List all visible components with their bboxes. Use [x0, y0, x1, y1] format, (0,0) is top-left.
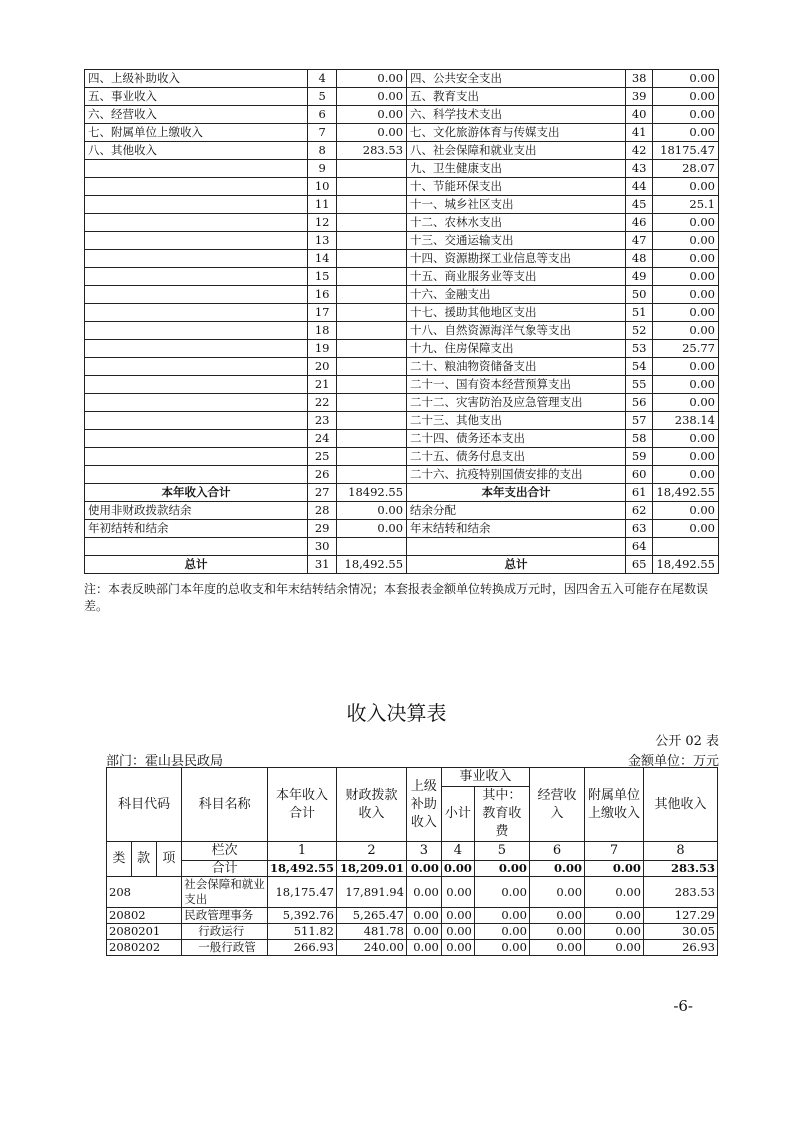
- expense-line-no: 65: [625, 556, 653, 574]
- table-row: [85, 142, 719, 160]
- expense-line-no: 48: [625, 250, 653, 268]
- expense-line-no: 41: [625, 124, 653, 142]
- table-row: [107, 940, 718, 956]
- expense-value: 0.00: [653, 376, 719, 394]
- income-label: 四、上级补助收入: [85, 70, 308, 88]
- header-total: 本年收入合计: [267, 768, 336, 842]
- income-line-no: 23: [307, 412, 336, 430]
- expense-value: 0.00: [653, 502, 719, 520]
- header-xiang: 项: [156, 842, 182, 877]
- income-value: [337, 214, 407, 232]
- table-row: [85, 358, 719, 376]
- income-label: [85, 412, 308, 430]
- column-no: 4: [441, 842, 474, 861]
- income-label: [85, 232, 308, 250]
- income-value: 18,492.55: [337, 556, 407, 574]
- income-line-no: 22: [307, 394, 336, 412]
- income-line-no: 17: [307, 304, 336, 322]
- column-no: 3: [406, 842, 441, 861]
- expense-value: 0.00: [653, 466, 719, 484]
- column-no: 6: [529, 842, 584, 861]
- department-label: 部门：霍山县民政局: [106, 754, 224, 769]
- expense-line-no: 54: [625, 358, 653, 376]
- form-number: 公开 02 表: [655, 734, 719, 749]
- income-label: [85, 538, 308, 556]
- table-row: [85, 232, 719, 250]
- expense-line-no: 52: [625, 322, 653, 340]
- income-label: [85, 466, 308, 484]
- income-label: 五、事业收入: [85, 88, 308, 106]
- expense-label: 二十四、债务还本支出: [407, 430, 626, 448]
- expense-label: 结余分配: [407, 502, 626, 520]
- income-table: [106, 767, 718, 956]
- income-line-no: 18: [307, 322, 336, 340]
- expense-label: 二十二、灾害防治及应急管理支出: [407, 394, 626, 412]
- expense-line-no: 59: [625, 448, 653, 466]
- expense-label: 二十一、国有资本经营预算支出: [407, 376, 626, 394]
- expense-value: 25.77: [653, 340, 719, 358]
- header-kuan: 款: [131, 842, 156, 877]
- header-code: 科目代码: [107, 768, 182, 842]
- header-row: [107, 768, 718, 787]
- subject-name: 行政运行: [182, 924, 268, 940]
- table-row: [85, 160, 719, 178]
- amount-cell: 30.05: [643, 924, 717, 940]
- income-value: [337, 196, 407, 214]
- expense-line-no: 38: [625, 70, 653, 88]
- income-line-no: 30: [307, 538, 336, 556]
- expense-label: 十三、交通运输支出: [407, 232, 626, 250]
- column-no: 7: [585, 842, 644, 861]
- expense-line-no: 51: [625, 304, 653, 322]
- income-line-no: 16: [307, 286, 336, 304]
- income-label: [85, 376, 308, 394]
- amount-cell: 240.00: [336, 940, 406, 956]
- expense-value: 18,492.55: [653, 556, 719, 574]
- column-no: 2: [336, 842, 406, 861]
- subject-code: 20802: [107, 908, 182, 924]
- income-label: 七、附属单位上缴收入: [85, 124, 308, 142]
- expense-line-no: 56: [625, 394, 653, 412]
- income-label: [85, 214, 308, 232]
- income-line-no: 15: [307, 268, 336, 286]
- amount-cell: 283.53: [643, 877, 717, 908]
- amount-cell: 127.29: [643, 908, 717, 924]
- table-note: 注：本表反映部门本年度的总收支和年末结转结余情况；本套报表金额单位转换成万元时，因四舍五入可能存在尾数误差。: [84, 582, 709, 613]
- expense-label: [407, 538, 626, 556]
- subject-code: 208: [107, 877, 182, 908]
- income-line-no: 6: [307, 106, 336, 124]
- balance-table: [84, 69, 719, 574]
- header-lei: 类: [107, 842, 132, 877]
- expense-label: 十八、自然资源海洋气象等支出: [407, 322, 626, 340]
- table-row: [85, 394, 719, 412]
- expense-line-no: 61: [625, 484, 653, 502]
- sum-value: 18,492.55: [267, 861, 336, 877]
- column-number-row: [107, 842, 718, 861]
- header-upper: 上级补助收入: [406, 768, 441, 842]
- expense-value: 18,492.55: [653, 484, 719, 502]
- header-edu: 其中：教育收费: [474, 787, 529, 842]
- expense-line-no: 45: [625, 196, 653, 214]
- subject-name: 民政管理事务: [182, 908, 268, 924]
- expense-value: 18175.47: [653, 142, 719, 160]
- amount-cell: 511.82: [267, 924, 336, 940]
- income-label: [85, 394, 308, 412]
- amount-cell: 0.00: [529, 940, 584, 956]
- income-label: [85, 196, 308, 214]
- expense-label: 总计: [407, 556, 626, 574]
- amount-cell: 0.00: [474, 877, 529, 908]
- income-label: [85, 340, 308, 358]
- expense-value: [653, 538, 719, 556]
- subject-name: 一般行政管: [182, 940, 268, 956]
- income-line-no: 28: [307, 502, 336, 520]
- expense-label: 十六、金融支出: [407, 286, 626, 304]
- income-line-no: 13: [307, 232, 336, 250]
- income-value: 0.00: [337, 106, 407, 124]
- table-row: [85, 412, 719, 430]
- income-value: [337, 412, 407, 430]
- page-number: -6-: [673, 997, 693, 1015]
- table-row: [85, 340, 719, 358]
- amount-cell: 0.00: [406, 877, 441, 908]
- amount-cell: 26.93: [643, 940, 717, 956]
- column-no-label: 栏次: [182, 842, 268, 861]
- amount-cell: 0.00: [474, 924, 529, 940]
- income-value: [337, 178, 407, 196]
- header-subtotal: 小计: [441, 787, 474, 842]
- income-label: [85, 178, 308, 196]
- table-row: [85, 286, 719, 304]
- header-other: 其他收入: [643, 768, 717, 842]
- table-row: [85, 520, 719, 538]
- income-line-no: 10: [307, 178, 336, 196]
- expense-value: 0.00: [653, 124, 719, 142]
- amount-cell: 266.93: [267, 940, 336, 956]
- expense-value: 0.00: [653, 322, 719, 340]
- amount-cell: 0.00: [406, 908, 441, 924]
- income-line-no: 20: [307, 358, 336, 376]
- expense-label: 十一、城乡社区支出: [407, 196, 626, 214]
- expense-label: 十四、资源勘探工业信息等支出: [407, 250, 626, 268]
- table-row: [85, 268, 719, 286]
- expense-line-no: 57: [625, 412, 653, 430]
- table-row: [85, 250, 719, 268]
- expense-line-no: 53: [625, 340, 653, 358]
- table-row: [85, 124, 719, 142]
- income-line-no: 25: [307, 448, 336, 466]
- table-row: [85, 178, 719, 196]
- income-value: [337, 340, 407, 358]
- amount-cell: 5,265.47: [336, 908, 406, 924]
- income-label: 六、经营收入: [85, 106, 308, 124]
- income-line-no: 11: [307, 196, 336, 214]
- income-line-no: 27: [307, 484, 336, 502]
- income-value: [337, 394, 407, 412]
- header-operating: 经营收入: [529, 768, 584, 842]
- income-line-no: 7: [307, 124, 336, 142]
- income-line-no: 8: [307, 142, 336, 160]
- page-title: 收入决算表: [346, 701, 447, 725]
- expense-label: 十七、援助其他地区支出: [407, 304, 626, 322]
- income-line-no: 14: [307, 250, 336, 268]
- income-label: 年初结转和结余: [85, 520, 308, 538]
- table-row: [85, 322, 719, 340]
- expense-line-no: 63: [625, 520, 653, 538]
- income-value: [337, 466, 407, 484]
- amount-cell: 0.00: [529, 877, 584, 908]
- income-value: [337, 232, 407, 250]
- total-row: [85, 484, 719, 502]
- income-label: [85, 268, 308, 286]
- expense-value: 0.00: [653, 430, 719, 448]
- income-value: [337, 268, 407, 286]
- expense-label: 七、文化旅游体育与传媒支出: [407, 124, 626, 142]
- expense-line-no: 40: [625, 106, 653, 124]
- income-line-no: 9: [307, 160, 336, 178]
- income-line-no: 21: [307, 376, 336, 394]
- sum-value: 0.00: [474, 861, 529, 877]
- income-label: [85, 160, 308, 178]
- column-no: 1: [267, 842, 336, 861]
- expense-line-no: 58: [625, 430, 653, 448]
- expense-value: 0.00: [653, 88, 719, 106]
- amount-cell: 0.00: [474, 940, 529, 956]
- expense-line-no: 42: [625, 142, 653, 160]
- amount-cell: 0.00: [585, 877, 644, 908]
- expense-value: 25.1: [653, 196, 719, 214]
- table-row: [85, 196, 719, 214]
- header-name: 科目名称: [182, 768, 268, 842]
- table-row: [85, 376, 719, 394]
- expense-label: 十二、农林水支出: [407, 214, 626, 232]
- subject-code: 2080202: [107, 940, 182, 956]
- income-value: [337, 358, 407, 376]
- table-row: [85, 304, 719, 322]
- expense-line-no: 47: [625, 232, 653, 250]
- amount-cell: 0.00: [441, 924, 474, 940]
- expense-label: 年末结转和结余: [407, 520, 626, 538]
- table-row: [85, 106, 719, 124]
- expense-label: 五、教育支出: [407, 88, 626, 106]
- income-label: [85, 250, 308, 268]
- sum-value: 0.00: [529, 861, 584, 877]
- income-value: [337, 448, 407, 466]
- expense-label: 八、社会保障和就业支出: [407, 142, 626, 160]
- amount-cell: 0.00: [585, 908, 644, 924]
- expense-line-no: 55: [625, 376, 653, 394]
- column-no: 5: [474, 842, 529, 861]
- income-value: [337, 376, 407, 394]
- expense-value: 0.00: [653, 106, 719, 124]
- amount-cell: 0.00: [474, 908, 529, 924]
- income-value: 283.53: [337, 142, 407, 160]
- expense-label: 十、节能环保支出: [407, 178, 626, 196]
- expense-label: 二十六、抗疫特别国债安排的支出: [407, 466, 626, 484]
- income-label: 使用非财政拨款结余: [85, 502, 308, 520]
- income-value: [337, 250, 407, 268]
- income-line-no: 26: [307, 466, 336, 484]
- income-value: 18492.55: [337, 484, 407, 502]
- income-label: [85, 286, 308, 304]
- income-label: 本年收入合计: [85, 484, 308, 502]
- amount-cell: 0.00: [585, 940, 644, 956]
- income-value: 0.00: [337, 70, 407, 88]
- sum-value: 0.00: [441, 861, 474, 877]
- sum-value: 18,209.01: [336, 861, 406, 877]
- table-row: [107, 877, 718, 908]
- amount-cell: 0.00: [441, 940, 474, 956]
- expense-line-no: 50: [625, 286, 653, 304]
- income-line-no: 29: [307, 520, 336, 538]
- amount-cell: 0.00: [441, 877, 474, 908]
- income-label: 总计: [85, 556, 308, 574]
- column-no: 8: [643, 842, 717, 861]
- expense-line-no: 46: [625, 214, 653, 232]
- expense-label: 二十、粮油物资储备支出: [407, 358, 626, 376]
- expense-value: 0.00: [653, 520, 719, 538]
- expense-value: 0.00: [653, 286, 719, 304]
- table-row: [85, 88, 719, 106]
- income-label: 八、其他收入: [85, 142, 308, 160]
- sum-value: 0.00: [585, 861, 644, 877]
- income-value: 0.00: [337, 520, 407, 538]
- expense-line-no: 62: [625, 502, 653, 520]
- amount-cell: 0.00: [441, 908, 474, 924]
- income-line-no: 4: [307, 70, 336, 88]
- expense-label: 二十三、其他支出: [407, 412, 626, 430]
- table-row: [85, 214, 719, 232]
- expense-value: 0.00: [653, 250, 719, 268]
- expense-value: 0.00: [653, 268, 719, 286]
- table-row: [107, 924, 718, 940]
- table-row: [85, 466, 719, 484]
- table-row: [85, 502, 719, 520]
- income-line-no: 19: [307, 340, 336, 358]
- income-value: 0.00: [337, 124, 407, 142]
- table-row: [85, 430, 719, 448]
- expense-value: 0.00: [653, 70, 719, 88]
- amount-cell: 17,891.94: [336, 877, 406, 908]
- amount-cell: 0.00: [406, 940, 441, 956]
- income-value: 0.00: [337, 502, 407, 520]
- expense-line-no: 49: [625, 268, 653, 286]
- table-row: [107, 908, 718, 924]
- amount-cell: 0.00: [529, 924, 584, 940]
- income-line-no: 31: [307, 556, 336, 574]
- expense-value: 0.00: [653, 214, 719, 232]
- expense-line-no: 44: [625, 178, 653, 196]
- expense-label: 四、公共安全支出: [407, 70, 626, 88]
- income-line-no: 24: [307, 430, 336, 448]
- expense-value: 28.07: [653, 160, 719, 178]
- income-label: [85, 304, 308, 322]
- income-label: [85, 430, 308, 448]
- subject-name: 社会保障和就业支出: [182, 877, 268, 908]
- header-affiliated: 附属单位上缴收入: [585, 768, 644, 842]
- expense-value: 0.00: [653, 448, 719, 466]
- income-label: [85, 358, 308, 376]
- expense-label: 二十五、债务付息支出: [407, 448, 626, 466]
- amount-cell: 0.00: [529, 908, 584, 924]
- expense-value: 0.00: [653, 358, 719, 376]
- income-value: [337, 322, 407, 340]
- grand-total-row: [85, 556, 719, 574]
- sum-value: 0.00: [406, 861, 441, 877]
- income-value: [337, 430, 407, 448]
- amount-cell: 5,392.76: [267, 908, 336, 924]
- income-value: [337, 286, 407, 304]
- income-value: [337, 304, 407, 322]
- expense-label: 九、卫生健康支出: [407, 160, 626, 178]
- sum-value: 283.53: [643, 861, 717, 877]
- subject-code: 2080201: [107, 924, 182, 940]
- expense-label: 十九、住房保障支出: [407, 340, 626, 358]
- income-value: [337, 538, 407, 556]
- income-label: [85, 448, 308, 466]
- income-line-no: 12: [307, 214, 336, 232]
- expense-line-no: 64: [625, 538, 653, 556]
- expense-value: 238.14: [653, 412, 719, 430]
- header-fiscal: 财政拨款收入: [336, 768, 406, 842]
- table-row: [85, 448, 719, 466]
- expense-label: 六、科学技术支出: [407, 106, 626, 124]
- expense-value: 0.00: [653, 304, 719, 322]
- amount-cell: 0.00: [406, 924, 441, 940]
- sum-row: [107, 861, 718, 877]
- sum-label: 合计: [182, 861, 268, 877]
- expense-value: 0.00: [653, 178, 719, 196]
- header-business: 事业收入: [441, 768, 529, 787]
- table-row: [85, 70, 719, 88]
- income-value: [337, 160, 407, 178]
- expense-line-no: 60: [625, 466, 653, 484]
- income-value: 0.00: [337, 88, 407, 106]
- expense-label: 本年支出合计: [407, 484, 626, 502]
- expense-value: 0.00: [653, 232, 719, 250]
- amount-cell: 481.78: [336, 924, 406, 940]
- income-line-no: 5: [307, 88, 336, 106]
- unit-label: 金额单位：万元: [627, 754, 719, 769]
- table-row: [85, 538, 719, 556]
- amount-cell: 18,175.47: [267, 877, 336, 908]
- income-label: [85, 322, 308, 340]
- expense-line-no: 43: [625, 160, 653, 178]
- expense-value: 0.00: [653, 394, 719, 412]
- expense-label: 十五、商业服务业等支出: [407, 268, 626, 286]
- expense-line-no: 39: [625, 88, 653, 106]
- amount-cell: 0.00: [585, 924, 644, 940]
